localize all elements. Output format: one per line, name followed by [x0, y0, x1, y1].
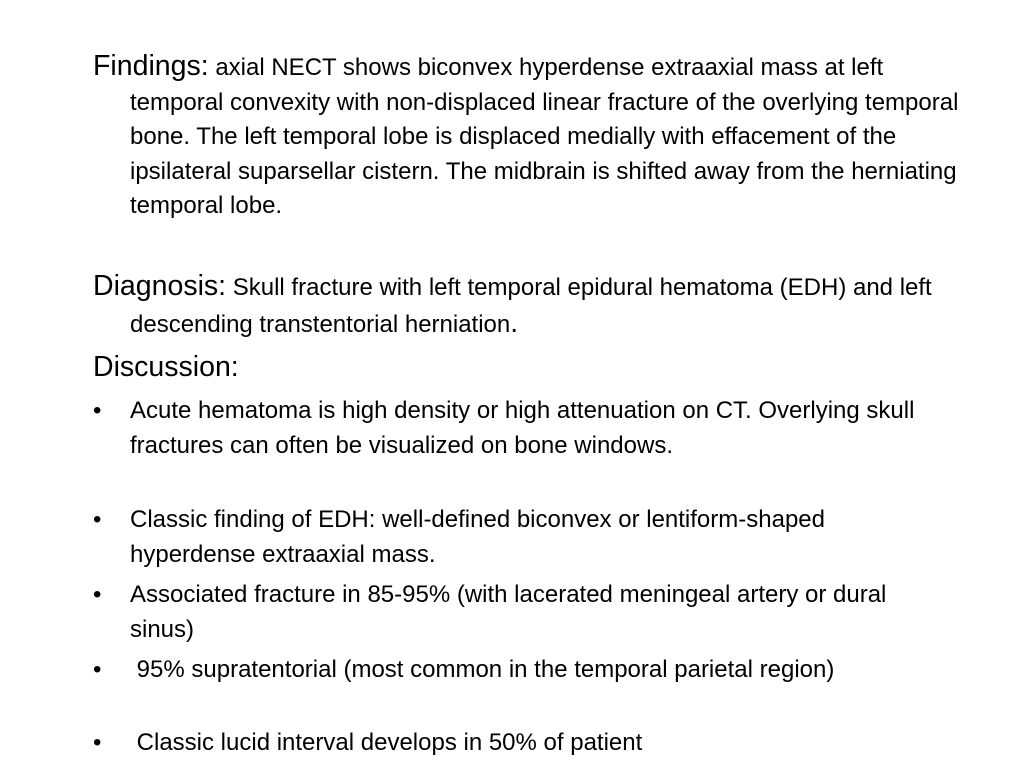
diagnosis-paragraph — [93, 269, 960, 342]
findings-paragraph — [93, 49, 960, 224]
discussion-bullet-1 — [93, 394, 923, 463]
bullet-text: Associated fracture in 85-95% (with lacerated meningeal artery or dural sinus) — [130, 581, 887, 643]
bullet-text: Classic lucid interval develops in 50% of patient — [130, 729, 643, 756]
discussion-bullet-2 — [93, 503, 923, 572]
diagnosis-end: . — [510, 306, 519, 339]
bullet-text: Classic finding of EDH: well-defined biconvex or lentiform-shaped hyperdense extraaxial mass. — [130, 506, 825, 568]
discussion-label: Discussion: — [93, 351, 239, 383]
discussion-heading — [93, 350, 960, 387]
discussion-bullet-5 — [93, 726, 923, 761]
discussion-bullet-3 — [93, 578, 923, 647]
findings-label: Findings: — [93, 50, 209, 82]
bullet-text: 95% supratentorial (most common in the temporal parietal region) — [130, 656, 835, 683]
bullet-icon: • — [93, 729, 102, 756]
bullet-text: Acute hematoma is high density or high attenuation on CT. Overlying skull fractures can often be visualized on bone windows. — [130, 397, 915, 459]
discussion-bullet-4 — [93, 653, 923, 688]
bullet-icon: • — [93, 506, 102, 533]
findings-text: axial NECT shows biconvex hyperdense extraaxial mass at left temporal convexity with non-displaced linear fracture of the overlying temporal bone. The left temporal lobe is displaced medially with effacement of the ipsilateral suparsellar cistern. The midbrain is shifted away from the herniating temporal lobe. — [130, 54, 959, 219]
diagnosis-text: Skull fracture with left temporal epidural hematoma (EDH) and left descending transtentorial herniation — [130, 274, 932, 338]
bullet-icon: • — [93, 581, 102, 608]
bullet-icon: • — [93, 656, 102, 683]
bullet-icon: • — [93, 397, 102, 424]
diagnosis-label: Diagnosis: — [93, 270, 227, 302]
